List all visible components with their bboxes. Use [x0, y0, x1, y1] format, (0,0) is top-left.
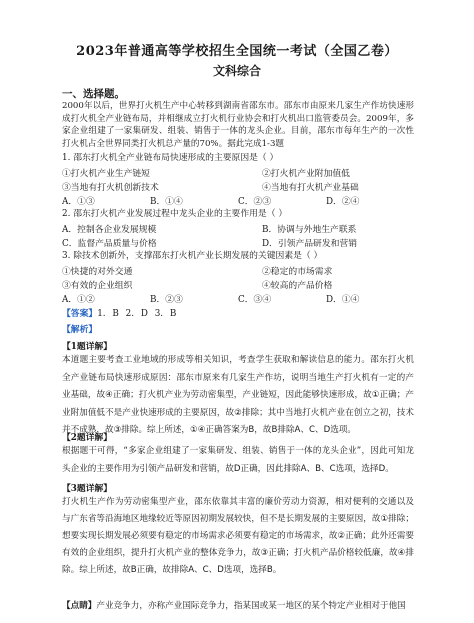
detail-3-text: 打火机生产作为劳动密集型产业，邵东依靠其丰富的廉价劳动力资源，相对便利的交通以及与广东省等沿海地区地缘较近等原因初期发展较快，但不是长期发展的主要原因，故①排除；想要实现长期发展必须要有稳定的市场需求必须要有稳定的市场需求，故②正确；此外还需要有效的企业组织，提升打火机产业的整体竞争力，故③正确；打火机产品价格较低廉，故④排除。综上所述，故B正确，故排除A、C、D选项，选择B。	[62, 497, 414, 575]
q3-option-4: ④较高的产品价格	[262, 281, 333, 291]
tip-text: 产业竞争力，亦称产业国际竞争力，指某国或某一地区的某个特定产业相对于他国	[96, 601, 406, 611]
q3-option-1: ①快捷的对外交通	[62, 267, 133, 277]
q2-choice-d: D．引领产品研发和营销	[262, 239, 358, 249]
q1-option-1: ①打火机产业生产链短	[62, 169, 150, 179]
detail-3-label: 【3题详解】	[62, 484, 113, 494]
q2-choice-a: A．控制各企业发展规模	[62, 225, 157, 235]
q3-choice-d: D．①④	[326, 295, 360, 305]
answer-text: 1. B 2. D 3. B	[97, 309, 177, 319]
q2-choice-b: B．协调与外地生产联系	[262, 225, 357, 235]
q3-choice-b: B．②③	[150, 295, 183, 305]
answer-label: 【答案】	[62, 309, 98, 319]
analysis-label-text: 【解析】	[62, 325, 98, 335]
q3-option-2: ②稳定的市场需求	[262, 267, 333, 277]
q1-choice-c: C．②③	[238, 197, 272, 207]
q1-choice-a: A．①③	[62, 197, 95, 207]
q2-choice-c: C．监督产品质量与价格	[62, 239, 157, 249]
detail-1-label: 【1题详解】	[62, 342, 113, 352]
detail-2-label: 【2题详解】	[62, 433, 113, 443]
question-2-stem: 2. 邵东打火机产业发展过程中龙头企业的主要作用是（ ）	[62, 209, 288, 219]
q1-option-2: ②打火机产业附加值低	[262, 169, 350, 179]
q3-choice-c: C．③④	[238, 295, 272, 305]
exam-subtitle: 文科综合	[212, 64, 261, 78]
exam-title: 2023年普通高等学校招生全国统一考试（全国乙卷）	[76, 44, 398, 59]
question-1-stem: 1. 邵东打火机全产业链布局快速形成的主要原因是（ ）	[62, 153, 279, 163]
detail-2-text: 根据题干可得，“多家企业组建了一家集研发、组装、销售于一体的龙头企业”，因此可知龙头企业的主要作用为引领产品研发和营销，故D正确，因此排除A、B、C选项，选择D。	[62, 446, 414, 474]
passage-text: 2000年以后，世界打火机生产中心转移到湖南省邵东市。邵东市由原来几家生产作坊快速形成打火机全产业链布局，并相继成立打火机行业协会和打火机出口监管委员会。2009年，多家企业组建了一家集研发、组装、销售于一体的龙头企业。目前，邵东市每年生产的一次性打火机占全世界同类打火机总产量的70%。据此完成1-3题	[62, 101, 414, 149]
answer-line	[62, 306, 176, 319]
analysis-label	[62, 322, 97, 335]
detail-1-text: 本道题主要考查工业地域的形成等相关知识，考查学生获取和解读信息的能力。邵东打火机全产业链布局快速形成原因：邵东市原来有几家生产作坊，说明当地生产打火机有一定的产业基础，故④正确；打火机产业为劳动密集型，产业链短，因此能够快速形成，故①正确；产业附加值低不是产业快速形成的主要原因，故②排除；其中当地打火机产业在创立之初，技术并不成熟，故③排除。综上所述，①④正确答案为B，故B排除A、C、D选项。	[62, 355, 414, 435]
q1-option-3: ③当地有打火机创新技术	[62, 183, 159, 193]
question-3-stem: 3. 除技术创新外，支撑邵东打火机产业长期发展的关键因素是（ ）	[62, 251, 323, 261]
section-heading: 一、选择题。	[62, 88, 125, 100]
q1-choice-b: B．①④	[150, 197, 183, 207]
q1-choice-d: D．②④	[326, 197, 360, 207]
q3-option-3: ③有效的企业组织	[62, 281, 133, 291]
tip-label: 【点睛】	[62, 601, 97, 611]
q1-option-4: ④当地有打火机产业基础	[262, 183, 359, 193]
tip-line	[62, 598, 414, 616]
q3-choice-a: A．①②	[62, 295, 95, 305]
